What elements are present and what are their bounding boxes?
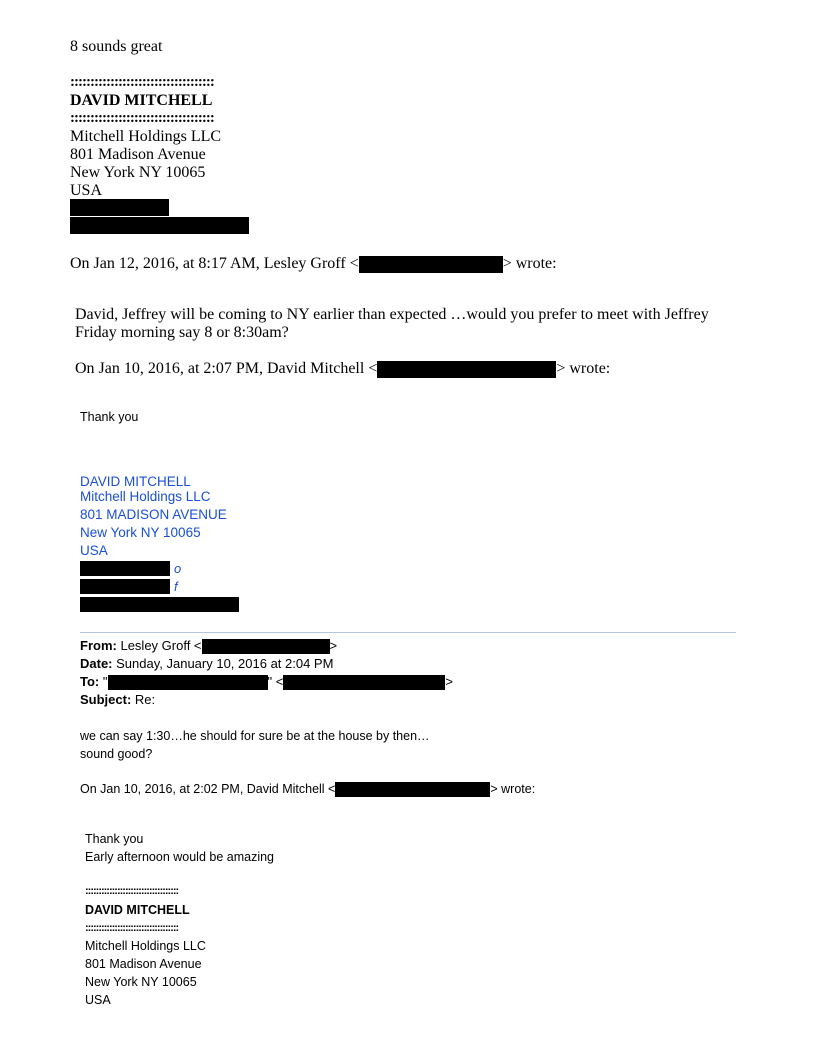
message-line: David, Jeffrey will be coming to NY earlier than expected …would you prefer to meet with Jeffrey [75,306,709,323]
from-value: Lesley Groff < [120,638,202,653]
quote-header-prefix: On Jan 10, 2016, at 2:02 PM, David Mitchell < [80,782,336,796]
date-label: Date: [80,656,113,671]
signature-city: New York NY 10065 [85,975,197,989]
redaction-box [108,675,268,690]
quote-header [75,360,610,378]
signature-address: 801 Madison Avenue [70,146,206,163]
to-mid: " < [267,674,284,689]
to-label: To: [80,674,100,689]
from-label: From: [80,638,117,653]
header-subject [80,692,155,707]
subject-value: Re: [134,692,156,707]
message-line: Thank you [85,832,144,846]
date-value: Sunday, January 10, 2016 at 2:04 PM [116,656,334,671]
header-from [80,638,337,654]
signature-address: 801 Madison Avenue [85,957,202,971]
header-date [80,656,333,671]
signature-company: Mitchell Holdings LLC [70,128,222,145]
phone-fax-label: f [174,579,178,594]
signature-dots-bottom: :::::::::::::::::::::::::::::::::::: [70,110,214,126]
message-line: Thank you [80,410,139,424]
signature-country: USA [85,993,111,1007]
redaction-box [80,597,239,612]
message-line: Early afternoon would be amazing [85,850,275,864]
redaction-box [359,256,503,273]
quote-header [80,782,535,797]
signature-country: USA [80,543,108,558]
quote-header-suffix: > wrote: [556,360,611,377]
quote-header [70,255,557,273]
signature-dots-top: ::::::::::::::::::::::::::::::::::: [85,885,179,897]
reply-text: 8 sounds great [70,38,163,55]
signature-dots-top: :::::::::::::::::::::::::::::::::::: [70,74,214,90]
redaction-box [335,782,490,797]
phone-office-label: o [174,561,182,576]
quote-header-suffix: > wrote: [490,782,536,796]
signature-name: DAVID MITCHELL [70,92,213,109]
signature-country: USA [70,182,103,199]
signature-address: 801 MADISON AVENUE [80,507,227,522]
signature-name: DAVID MITCHELL [80,474,191,489]
redaction-box [70,217,249,234]
redaction-box [377,361,556,378]
redaction-box [80,561,170,576]
signature-company: Mitchell Holdings LLC [85,939,206,953]
to-open: " [102,674,108,689]
to-end: > [445,674,453,689]
message-line: we can say 1:30…he should for sure be at the house by then… [80,729,430,743]
quote-header-prefix: On Jan 12, 2016, at 8:17 AM, Lesley Groff < [70,255,359,272]
signature-name: DAVID MITCHELL [85,903,190,917]
redaction-box [202,639,330,654]
header-divider [80,632,736,633]
redaction-box [80,579,170,594]
signature-city: New York NY 10065 [80,525,201,540]
quote-header-prefix: On Jan 10, 2016, at 2:07 PM, David Mitchell < [75,360,378,377]
header-to [80,674,453,690]
signature-city: New York NY 10065 [70,164,206,181]
redaction-box [283,675,445,690]
message-line: Friday morning say 8 or 8:30am? [75,324,289,341]
signature-dots-bottom: ::::::::::::::::::::::::::::::::::: [85,922,179,934]
message-line: sound good? [80,747,153,761]
from-end: > [329,638,338,653]
redaction-box [70,199,169,216]
signature-company: Mitchell Holdings LLC [80,489,211,504]
subject-label: Subject: [80,692,132,707]
quote-header-suffix: > wrote: [502,255,557,272]
